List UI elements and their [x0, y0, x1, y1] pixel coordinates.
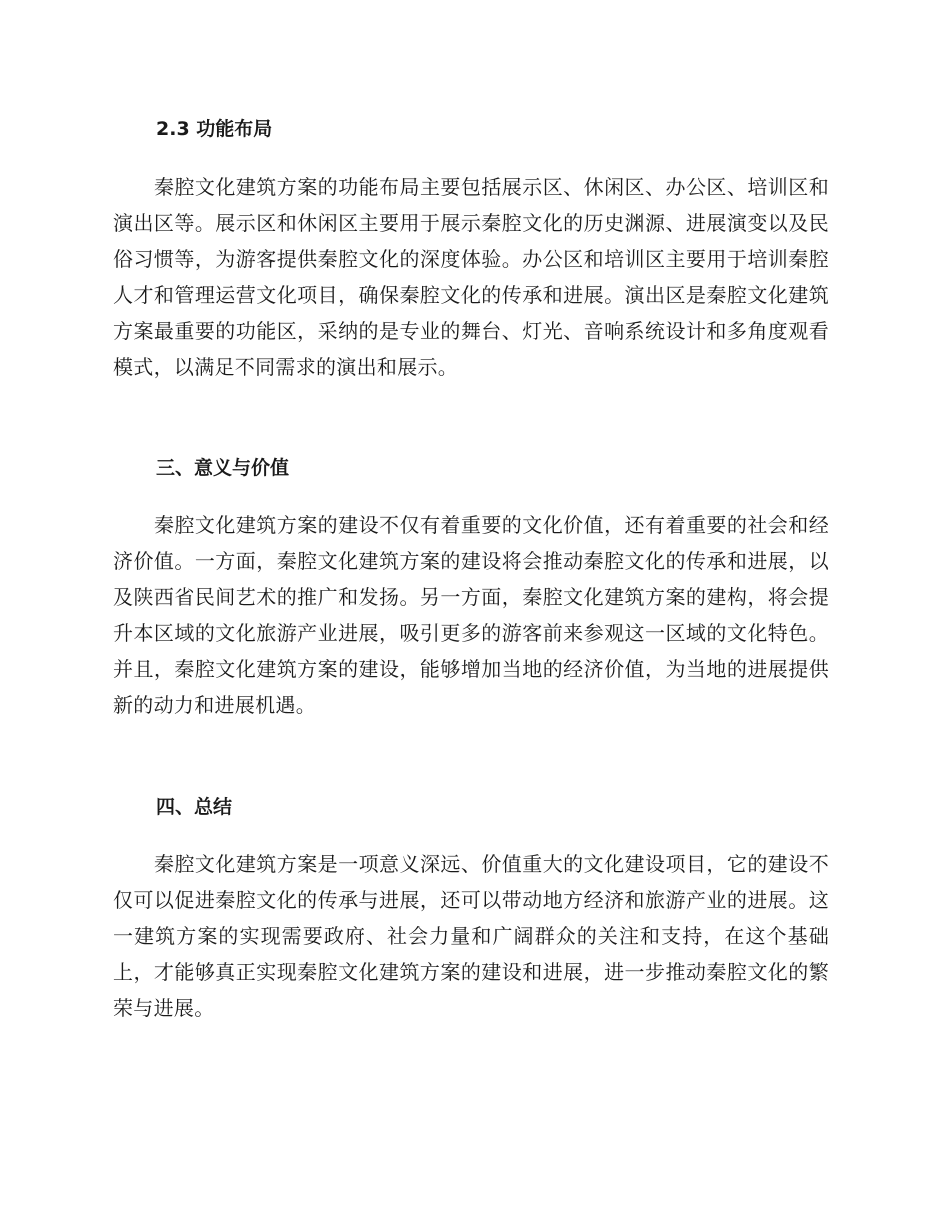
section-heading-summary: 四、总结 [156, 796, 233, 818]
section-heading-significance-value: 三、意义与价值 [156, 457, 290, 479]
section-heading-functional-layout: 2.3 功能布局 [156, 118, 273, 140]
paragraph-significance-value: 秦腔文化建筑方案的建设不仅有着重要的文化价值，还有着重要的社会和经济价值。一方面，秦腔文化建筑方案的建设将会推动秦腔文化的传承和进展，以及陕西省民间艺术的推广和发扬。另一方面，秦腔文化建筑方案的建构，将会提升本区域的文化旅游产业进展，吸引更多的游客前来参观这一区域的文化特色。并且，秦腔文化建筑方案的建设，能够增加当地的经济价值，为当地的进展提供新的动力和进展机遇。 [113, 513, 829, 717]
paragraph-functional-layout: 秦腔文化建筑方案的功能布局主要包括展示区、休闲区、办公区、培训区和演出区等。展示区和休闲区主要用于展示秦腔文化的历史渊源、进展演变以及民俗习惯等，为游客提供秦腔文化的深度体验。办公区和培训区主要用于培训秦腔人才和管理运营文化项目，确保秦腔文化的传承和进展。演出区是秦腔文化建筑方案最重要的功能区，采纳的是专业的舞台、灯光、音响系统设计和多角度观看模式，以满足不同需求的演出和展示。 [113, 175, 829, 379]
paragraph-summary: 秦腔文化建筑方案是一项意义深远、价值重大的文化建设项目，它的建设不仅可以促进秦腔文化的传承与进展，还可以带动地方经济和旅游产业的进展。这一建筑方案的实现需要政府、社会力量和广阔群众的关注和支持，在这个基础上，才能够真正实现秦腔文化建筑方案的建设和进展，进一步推动秦腔文化的繁荣与进展。 [113, 852, 829, 1020]
